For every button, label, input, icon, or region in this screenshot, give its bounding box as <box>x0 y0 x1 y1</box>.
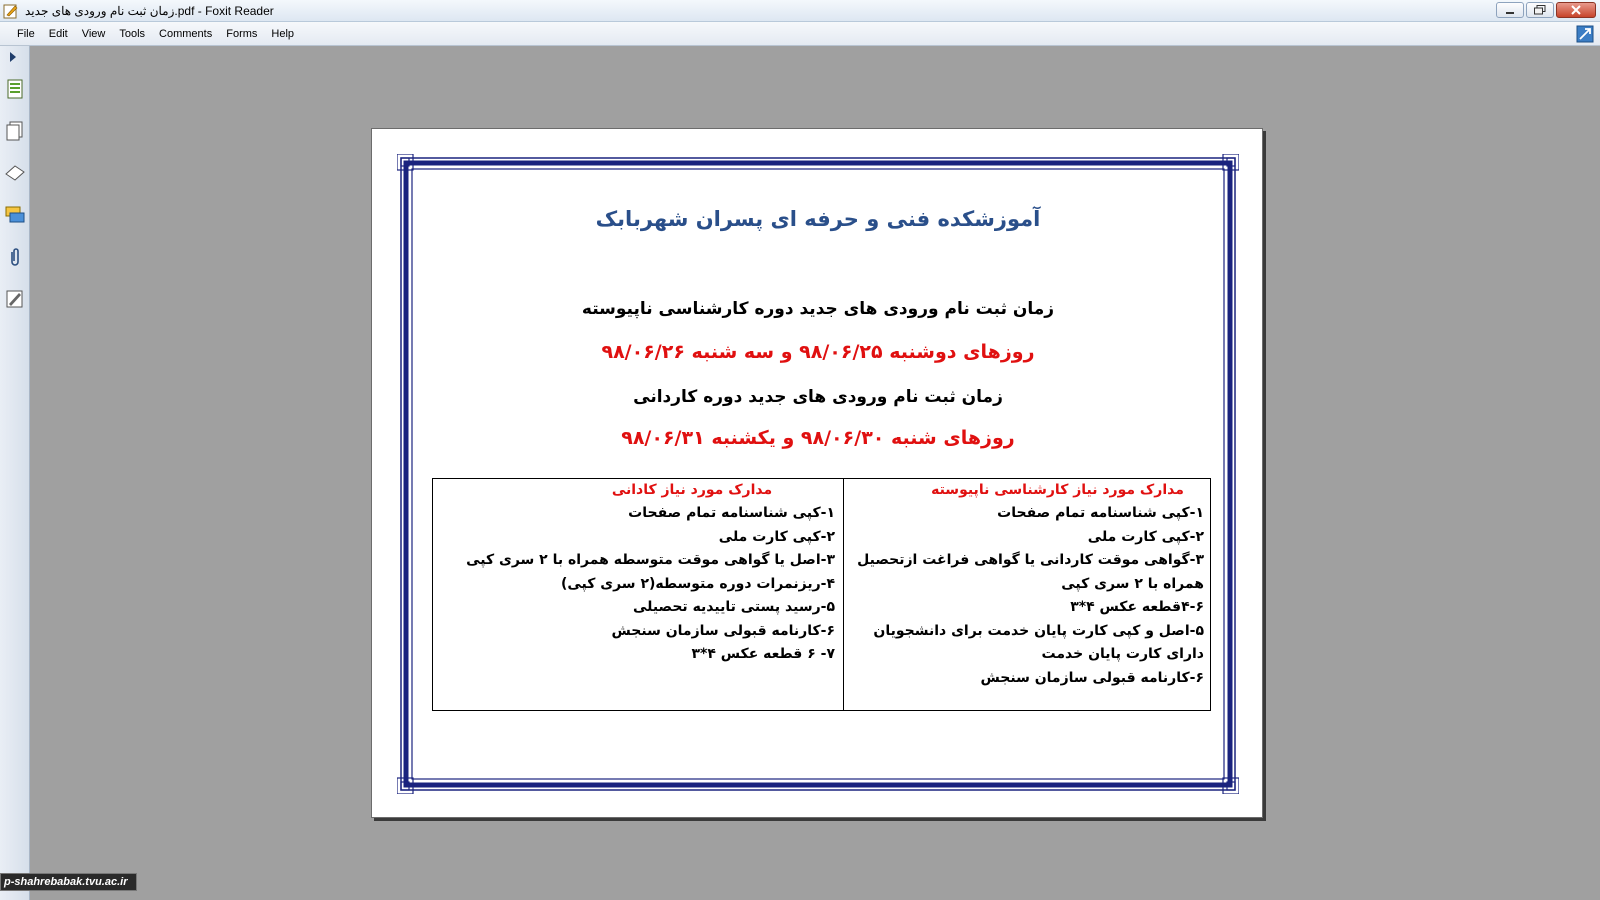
attachments-icon[interactable] <box>4 246 26 268</box>
bachelor-doc-line: ۲-کپی کارت ملی <box>1087 528 1204 545</box>
menu-view[interactable]: View <box>81 27 106 40</box>
associate-doc-line: ۴-ریزنمرات دوره متوسطه(۲ سری کپی) <box>560 575 835 592</box>
menu-comments[interactable]: Comments <box>159 27 213 40</box>
bachelor-documents-column <box>851 479 1204 690</box>
bachelor-doc-line: ۵-اصل و کپی کارت پایان خدمت برای دانشجویان <box>873 622 1204 639</box>
site-watermark: p-shahrebabak.tvu.ac.ir <box>0 873 137 891</box>
table-column-divider <box>843 479 844 710</box>
menu-bar <box>0 22 1600 46</box>
expand-panel-icon[interactable] <box>10 52 16 62</box>
bachelor-registration-dates: روزهای دوشنبه ۹۸/۰۶/۲۵ و سه شنبه ۹۸/۰۶/۲۶ <box>601 341 1035 363</box>
associate-registration-heading: زمان ثبت نام ورودی های جدید دوره کاردانی <box>633 387 1003 407</box>
bachelor-doc-line: دارای کارت پایان خدمت <box>1041 646 1204 662</box>
menu-forms[interactable]: Forms <box>226 27 258 40</box>
minimize-icon <box>1505 5 1515 15</box>
bachelor-doc-line: ۶-کارنامه قبولی سازمان سنجش <box>980 669 1204 686</box>
expand-toolbar-icon[interactable] <box>1576 25 1594 43</box>
menu-tools[interactable]: Tools <box>119 27 146 40</box>
associate-doc-line: ۶-کارنامه قبولی سازمان سنجش <box>611 622 835 639</box>
bachelor-doc-line: همراه با ۲ سری کپی <box>1061 575 1204 592</box>
bachelor-doc-line: ۱-کپی شناسنامه تمام صفحات <box>997 505 1204 521</box>
restore-icon <box>1534 5 1546 15</box>
school-name-heading: آموزشکده فنی و حرفه ای پسران شهربابک <box>595 207 1041 231</box>
close-button[interactable] <box>1556 2 1596 18</box>
menu-edit[interactable]: Edit <box>48 27 68 40</box>
associate-doc-line: ۵-رسید پستی تاییدیه تحصیلی <box>632 599 835 615</box>
title-bar <box>0 0 1600 22</box>
pdf-page <box>371 128 1263 818</box>
associate-documents-title: مدارک مورد نیاز کادانی <box>611 482 773 498</box>
window-title: زمان ثبت نام ورودی های جدید.pdf - Foxit Reader <box>25 3 274 18</box>
foxit-app-icon <box>3 3 19 19</box>
bachelor-documents-title: مدارک مورد نیاز کارشناسی ناپیوسته <box>931 482 1184 498</box>
layers-icon[interactable] <box>4 162 26 184</box>
associate-doc-line: ۷- ۶ قطعه عکس ۴*۳ <box>691 646 835 662</box>
minimize-button[interactable] <box>1496 2 1524 18</box>
pages-icon[interactable] <box>4 120 26 142</box>
restore-button[interactable] <box>1526 2 1554 18</box>
close-icon <box>1571 5 1581 15</box>
required-documents-table <box>432 478 1211 711</box>
window-controls <box>1496 2 1596 18</box>
bachelor-doc-line: ۴-۶قطعه عکس ۴*۳ <box>1070 599 1204 615</box>
associate-registration-dates: روزهای شنبه ۹۸/۰۶/۳۰ و یکشنبه ۹۸/۰۶/۳۱ <box>621 427 1015 449</box>
bookmarks-icon[interactable] <box>4 78 26 100</box>
menu-help[interactable]: Help <box>271 27 295 40</box>
associate-doc-line: ۱-کپی شناسنامه تمام صفحات <box>628 505 835 521</box>
comments-icon[interactable] <box>4 204 26 226</box>
navigation-panel <box>0 46 30 900</box>
associate-doc-line: ۲-کپی کارت ملی <box>718 528 835 545</box>
bachelor-registration-heading: زمان ثبت نام ورودی های جدید دوره کارشناسی ناپیوسته <box>581 299 1055 319</box>
bachelor-doc-line: ۳-گواهی موقت کاردانی یا گواهی فراغت ازتحصیل <box>857 552 1204 568</box>
associate-doc-line: ۳-اصل یا گواهی موقت متوسطه همراه با ۲ سری کپی <box>466 552 835 568</box>
signature-icon[interactable] <box>4 288 26 310</box>
menu-file[interactable]: File <box>17 27 35 40</box>
associate-documents-column <box>439 479 835 667</box>
